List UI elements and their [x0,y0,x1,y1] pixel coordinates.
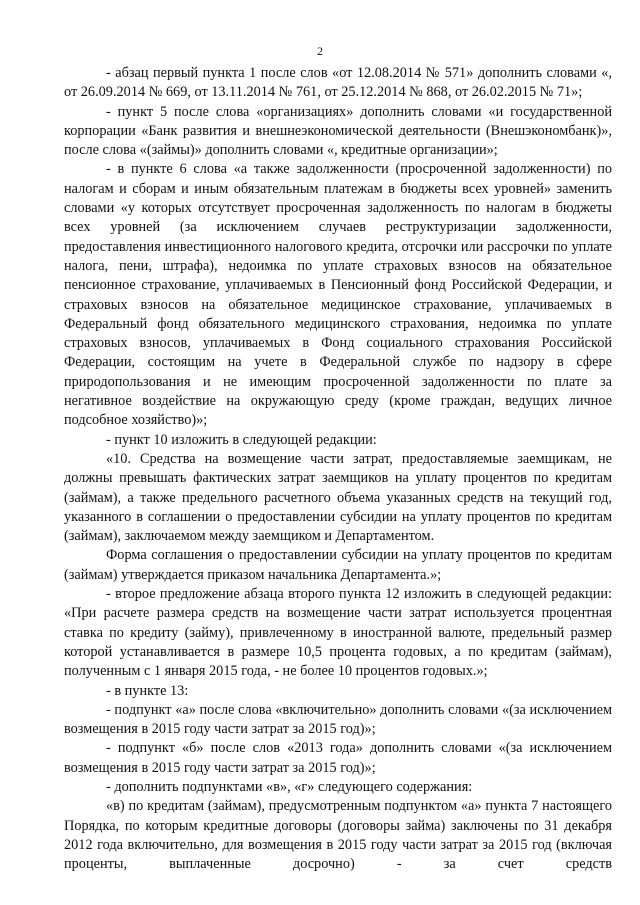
paragraph-agreement-form: Форма соглашения о предоставлении субсидии на уплату процентов по кредитам (займам) утверждается приказом начальника Департамента.»; [64,547,612,583]
paragraph-add-subitems: - дополнить подпунктами «в», «г» следующего содержания: [106,778,473,795]
paragraph-item-12-amendment: - второе предложение абзаца второго пункта 12 изложить в следующей редакции: «При расчете размера средств на возмещение части затрат используется процентная ставка по кредиту (займу), привлеченному в иностранной валюте, предельный размер которой устанавливается в размере 10,5 процента годовых, а по кредитам (займам), полученным с 1 января 2015 года, - не более 10 процентов годовых.»; [64,586,612,680]
paragraph-item-5-amendment: - пункт 5 после слова «организациях» дополнить словами «и государственной корпорации «Банк развития и внешнеэкономической деятельности (Внешэкономбанк)», после слова «(займы)» дополнить словами «, кредитные организации»; [64,103,612,159]
paragraph-item-1-amendment: - абзац первый пункта 1 после слов «от 12.08.2014 № 571» дополнить словами «, от 26.09.2014 № 669, от 13.11.2014 № 761, от 25.12.2014 № 868, от 26.02.2015 № 71»; [64,65,612,101]
paragraph-item-10-text: «10. Средства на возмещение части затрат, предоставляемые заемщикам, не должны превышать фактических затрат заемщиков на уплату процентов по кредитам (займам), а также предельного расчетного объема указанных средств на текущий год, указанного в соглашении о предоставлении субсидии на уплату процентов по кредитам (займам), заключаемом между заемщиком и Департаментом. [64,450,612,545]
paragraph-subitem-b: - подпункт «б» после слов «2013 года» дополнить словами «(за исключением возмещения в 2015 году части затрат за 2015 год)»; [64,740,612,776]
paragraph-subitem-v: «в) по кредитам (займам), предусмотренным подпунктом «а» пункта 7 настоящего Порядка, по которым кредитные договоры (договоры займа) заключены по 31 декабря 2012 года включительно, для возмещения в 2015 году части затрат за 2015 год (включая проценты, выплаченные досрочно) - за счет средств [64,798,612,873]
paragraph-item-13-intro: - в пункте 13: [106,682,189,699]
paragraph-item-10-intro: - пункт 10 изложить в следующей редакции: [106,431,377,448]
document-body [64,64,612,874]
page-number: 2 [317,44,323,58]
paragraph-item-6-amendment: - в пункте 6 слова «а также задолженности (просроченной задолженности) по налогам и сборам и иным обязательным платежам в бюджеты всех уровней» заменить словами «у которых отсутствует просроченная задолженность по налогам в бюджеты всех уровней (за исключением случаев реструктуризации задолженности, предоставления инвестиционного налогового кредита, отсрочки или рассрочки по уплате налога, пени, штрафа), недоимка по уплате страховых взносов на обязательное пенсионное страхование, уплачиваемых в Пенсионный фонд Российской Федерации, и страховых взносов на обязательное медицинское страхование, уплачиваемых в Федеральный фонд обязательного медицинского страхования, недоимка по уплате страховых взносов, уплачиваемых в Фонд социального страхования Российской Федерации, состоящим на учете в Федеральной службе по надзору в сфере природопользования и не имеющим просроченной задолженности по плате за негативное воздействие на окружающую среду (кроме граждан, ведущих личное подсобное хозяйство)»; [64,161,612,429]
paragraph-subitem-a: - подпункт «а» после слова «включительно» дополнить словами «(за исключением возмещения в 2015 году части затрат за 2015 год)»; [64,701,612,738]
